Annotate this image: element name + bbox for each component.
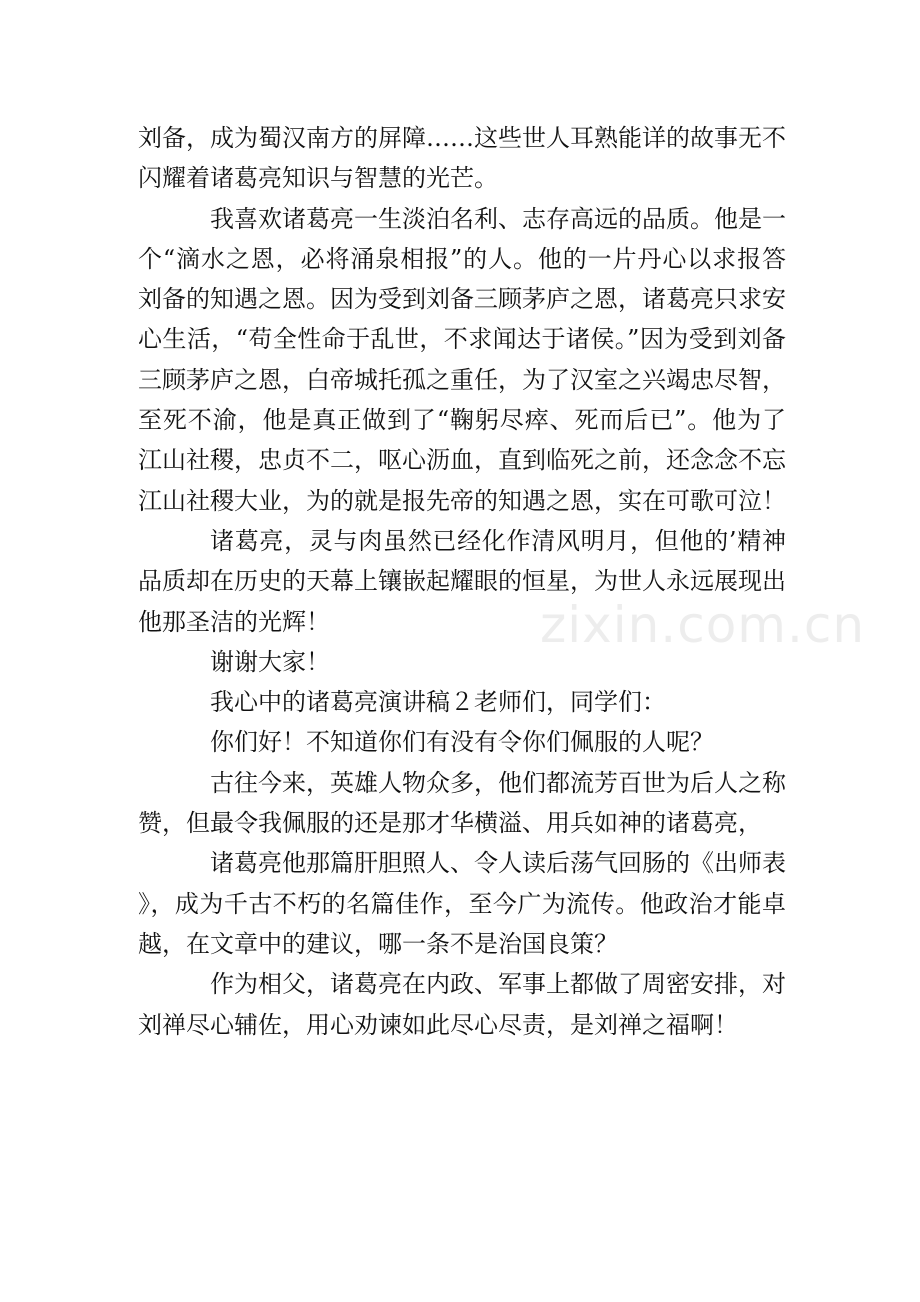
paragraph-speech-title: 我心中的诸葛亮演讲稿２老师们，同学们： bbox=[210, 688, 666, 717]
watermark: zixin.com.cn bbox=[540, 596, 866, 654]
paragraph-continuation: 刘备，成为蜀汉南方的屏障……这些世人耳熟能详的故事无不闪耀着诸葛亮知识与智慧的光芒。 bbox=[138, 124, 786, 193]
paragraph-xiangfu: 作为相父，诸葛亮在内政、军事上都做了周密安排，对刘禅尽心辅佐，用心劝谏如此尽心尽责，是刘禅之福啊！ bbox=[138, 970, 786, 1039]
paragraph-heroes: 古往今来，英雄人物众多，他们都流芳百世为后人之称赞，但最令我佩服的还是那才华横溢、用兵如神的诸葛亮， bbox=[138, 768, 786, 838]
paragraph-thanks: 谢谢大家！ bbox=[210, 647, 330, 676]
paragraph-greeting: 你们好！不知道你们有没有令你们佩服的人呢？ bbox=[210, 728, 714, 757]
paragraph-quality: 我喜欢诸葛亮一生淡泊名利、志存高远的品质。他是一个“滴水之恩，必将涌泉相报”的人。他的一片丹心以求报答刘备的知遇之恩。因为受到刘备三顾茅庐之恩，诸葛亮只求安心生活，“苟全性命于乱世，不求闻达于诸侯。”因为受到刘备三顾茅庐之恩，白帝城托孤之重任，为了汉室之兴竭忠尽智，至死不渝，他是真正做到了“鞠躬尽瘁、死而后已”。他为了江山社稷，忠贞不二，呕心沥血，直到临死之前，还念念不忘江山社稷大业，为的就是报先帝的知遇之恩，实在可歌可泣！ bbox=[138, 204, 786, 515]
paragraph-spirit: 诸葛亮，灵与肉虽然已经化作清风明月，但他的’精神品质却在历史的天幕上镶嵌起耀眼的恒星，为世人永远展现出他那圣洁的光辉！ bbox=[138, 526, 786, 636]
paragraph-chushibiao: 诸葛亮他那篇肝胆照人、令人读后荡气回肠的《出师表》，成为千古不朽的名篇佳作，至今广为流传。他政治才能卓越，在文章中的建议，哪一条不是治国良策？ bbox=[138, 849, 786, 958]
document-body bbox=[138, 118, 786, 1045]
